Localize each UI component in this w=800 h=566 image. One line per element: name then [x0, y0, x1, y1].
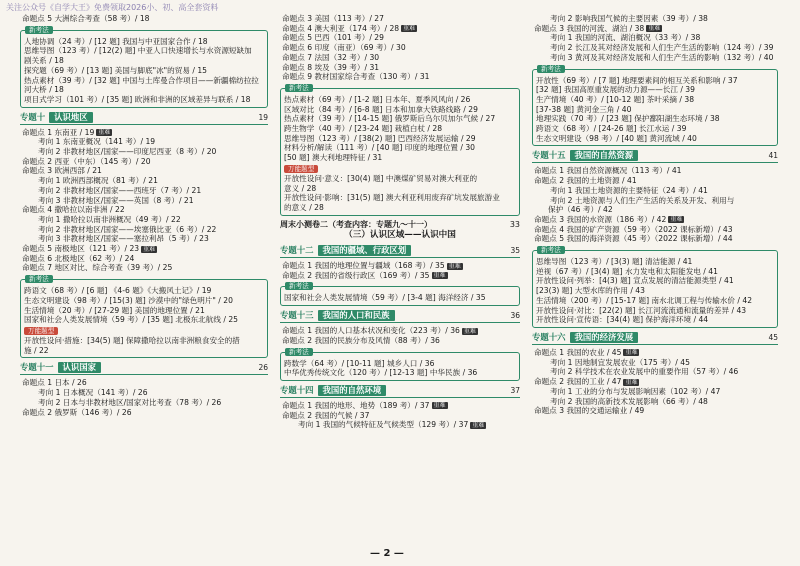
toc-line-text: 命题点 5 巴西（101 考）/ 29: [282, 33, 384, 43]
exam-direction-item[interactable]: [20, 186, 268, 196]
proposition-point-item[interactable]: [532, 24, 778, 34]
topic-title: 我国的自然环境: [318, 385, 387, 396]
toc-column-2: [280, 14, 520, 544]
toc-line-text: 考向 3 黄河及其对经济发展和人们生产生活的影响（132 考）/ 40: [550, 52, 774, 62]
topic-heading[interactable]: [280, 385, 520, 398]
toc-column-3: [532, 14, 778, 544]
key-point-badge: 重难: [625, 349, 638, 357]
toc-line-text: 项目式学习（101 考）/ [35 题] 欧洲和非洲的区域差异与联系 / 18: [24, 94, 251, 104]
exam-direction-item[interactable]: [532, 387, 778, 397]
proposition-point-item[interactable]: [280, 271, 520, 281]
toc-line[interactable]: [284, 174, 516, 184]
key-point-badge: 重难: [670, 216, 683, 224]
toc-line-text: 考向 1 欧洲西部概况（81 考）/ 21: [38, 176, 158, 186]
toc-line-text: 考向 2 科学技术在农业发展中的重要作用（57 考）/ 46: [550, 367, 739, 377]
proposition-point-item[interactable]: [20, 128, 268, 138]
toc-line[interactable]: [284, 124, 516, 134]
key-point-badge: 重难: [433, 272, 446, 280]
toc-line[interactable]: [24, 85, 264, 95]
toc-line-text: 考向 1 我国的气候特征及气候类型（129 考）/ 37: [298, 420, 469, 430]
toc-line-text: 热点素材（39 考）/ [32 题] 中国与土库曼合作项目——新疆棉纺拉拉: [24, 75, 259, 85]
toc-line-text: 逆视（67 考）/ [3(4) 题] 水力发电和太阳能发电 / 41: [536, 266, 718, 276]
topic-label: 专题十: [20, 111, 46, 122]
topic-title: 我国的经济发展: [570, 332, 639, 343]
topic-title: 认识地区: [49, 112, 93, 123]
toc-line-text: [32 题] 我国高原重发展的动力源——长江 / 39: [536, 85, 695, 95]
topic-heading[interactable]: [532, 150, 778, 163]
toc-line[interactable]: [24, 315, 264, 325]
topic-heading[interactable]: [532, 332, 778, 345]
new-method-label: 新考法: [25, 26, 53, 34]
topic-label: 专题十四: [280, 384, 314, 395]
proposition-point-item[interactable]: [20, 157, 268, 167]
new-method-label: 新考法: [285, 282, 313, 290]
toc-line[interactable]: [536, 306, 774, 316]
proposition-point-item[interactable]: [20, 378, 268, 388]
toc-line-text: 开放性设问·措施：[34(5) 题] 保障撒哈拉以南非洲粮食安全的措: [24, 335, 240, 345]
toc-line[interactable]: [284, 193, 516, 203]
toc-line-text: 命题点 2 我国的土地资源 / 41: [534, 176, 637, 186]
exam-direction-item[interactable]: [532, 196, 778, 206]
proposition-point-item[interactable]: [20, 244, 268, 254]
toc-line-text: 生产情境（40 考）/ [10-12 题] 茶叶采摘 / 38: [536, 94, 695, 104]
toc-line[interactable]: [24, 46, 264, 56]
toc-line[interactable]: [284, 95, 516, 105]
toc-line-text: 命题点 9 教材国家综合考查（130 考）/ 31: [282, 72, 430, 82]
exam-direction-item[interactable]: [20, 137, 268, 147]
topic-title: 我国的自然资源: [570, 150, 639, 161]
toc-line[interactable]: [536, 296, 774, 306]
toc-line-text: 跨数学（64 考）/ [10-11 题] 城乡人口 / 36: [284, 358, 435, 368]
toc-line-text: 区域对比（84 考）/ [6-8 题] 日本和加拿大铁路线路 / 29: [284, 104, 478, 114]
proposition-point-item[interactable]: [280, 326, 520, 336]
proposition-point-item[interactable]: [532, 166, 778, 176]
topic-label: 专题十二: [280, 245, 314, 256]
new-method-box: [280, 347, 520, 381]
toc-line-text: 思维导图（123 考）/ [38(2) 题] 巴西经济发展运输 / 29: [284, 133, 476, 143]
proposition-point-item[interactable]: [280, 401, 520, 411]
toc-line-text: 命题点 2 我国的民族分布及风情（88 考）/ 36: [282, 335, 440, 345]
toc-line-text: 命题点 4 澳大利亚（174 考）/ 28: [282, 23, 400, 33]
toc-line-text: 考向 1 我国土地资源的主要特征（24 考）/ 41: [550, 185, 708, 195]
toc-line-text: 热点素材（69 考）/ [1-2 题] 日本年、夏季风风向 / 26: [284, 94, 471, 104]
toc-line[interactable]: [284, 293, 516, 303]
topic-page: 35: [510, 246, 520, 256]
watermark-text: 关注公众号《自学大王》免费领取2026小、初、高全套资料: [6, 3, 219, 12]
topic-page: 37: [510, 385, 520, 395]
proposition-point-item[interactable]: [532, 348, 778, 358]
exam-direction-item[interactable]: [532, 14, 778, 24]
topic-page: 36: [510, 311, 520, 321]
toc-line-text: 跨语文（68 考）/ [6 题] 《4-6 题》《大搬风土记》/ 19: [24, 286, 212, 296]
quiz-page: 33: [509, 219, 520, 229]
proposition-point-item[interactable]: [20, 263, 268, 273]
toc-line-text: 考向 3 非教材地区/国家——英国（8 考）/ 21: [38, 195, 194, 205]
toc-line-text: 考向 2 长江及其对经济发展和人们生产生活的影响（124 考）/ 39: [550, 43, 774, 53]
toc-line-text: 生活情境（20 考）/ [27-29 题] 美国的地理位置 / 21: [24, 305, 205, 315]
topic-title: 我国的疆域、行政区划: [318, 245, 412, 256]
toc-line-text: 考向 1 我国的河流、湖泊概况（33 考）/ 38: [550, 33, 701, 43]
toc-line-text: 地理实践（70 考）/ [23 题] 保护鄱阳湖生态环境 / 38: [536, 114, 720, 124]
toc-line-text: 国家和社会人类发展情境（59 考）/ [3-4 题] 海洋经济 / 35: [284, 293, 486, 303]
key-point-badge: 重难: [433, 402, 446, 410]
topic-label: 专题十三: [280, 310, 314, 321]
exam-direction-item[interactable]: [20, 196, 268, 206]
toc-line-text: 命题点 1 我国的地形、地势（189 考）/ 37: [282, 400, 430, 410]
toc-line-text: 考向 1 工业的分布与发展影响因素（102 考）/ 47: [550, 386, 721, 396]
toc-line-text: 考向 2 土地资源与人们生产生活的关系及开发、利用与: [550, 195, 735, 205]
toc-line-text: 考向 2 非教材地区/国家——西班牙（7 考）/ 21: [38, 185, 202, 195]
toc-line-text: 命题点 8 埃及（39 考）/ 31: [282, 62, 380, 72]
new-method-box: [532, 246, 778, 328]
key-point-badge: 重难: [625, 378, 638, 386]
exam-direction-item[interactable]: [20, 147, 268, 157]
proposition-point-item[interactable]: [20, 254, 268, 264]
toc-line[interactable]: [284, 359, 516, 369]
exam-direction-item[interactable]: [280, 420, 520, 430]
proposition-point-item[interactable]: [280, 43, 520, 53]
toc-line-text: 命题点 2 俄罗斯（146 考）/ 26: [22, 407, 132, 417]
toc-line-text: 生态文明建设（98 考）/ [40 题] 黄河流域 / 40: [536, 133, 697, 143]
key-point-badge: 重难: [648, 25, 661, 33]
toc-line[interactable]: [536, 95, 774, 105]
exam-direction-item[interactable]: [20, 388, 268, 398]
proposition-point-item[interactable]: [20, 166, 268, 176]
toc-line-text: 保护（46 考）/ 42: [548, 205, 613, 215]
proposition-point-item[interactable]: [532, 406, 778, 416]
toc-line-text: 开放性设问·影响：[31(5) 题] 澳大利亚利用废弃矿坑发展旅游业: [284, 193, 500, 203]
proposition-point-item[interactable]: [532, 215, 778, 225]
exam-direction-item[interactable]: [532, 367, 778, 377]
topic-page: 26: [258, 363, 268, 373]
page-number: — 2 —: [370, 548, 404, 559]
toc-line-text: [50 题] 澳大利地理特征 / 31: [284, 153, 383, 163]
toc-line-text: 施 / 22: [24, 345, 49, 355]
toc-line-text: 命题点 7 地区对比、综合考查（39 考）/ 25: [22, 263, 173, 273]
toc-line-text: 考向 1 撒哈拉以南非洲概况（49 考）/ 22: [38, 214, 181, 224]
toc-line-text: 命题点 3 我国的交通运输业 / 49: [534, 406, 645, 416]
proposition-point-item[interactable]: [532, 176, 778, 186]
toc-line-text: 生态文明建设（98 考）/ [15(3) 题] 沙漠中的"绿色明片" / 20: [24, 295, 233, 305]
proposition-point-item[interactable]: [280, 336, 520, 346]
toc-line[interactable]: [536, 276, 774, 286]
toc-line[interactable]: [536, 114, 774, 124]
toc-line-text: 命题点 3 我国的水资源（186 考）/ 42: [534, 214, 667, 224]
proposition-point-item[interactable]: [280, 72, 520, 82]
toc-line[interactable]: [536, 134, 774, 144]
topic-heading[interactable]: [280, 310, 520, 323]
toc-line[interactable]: [536, 315, 774, 325]
key-point-badge: 重难: [472, 421, 485, 429]
exam-direction-item[interactable]: [20, 398, 268, 408]
exam-direction-item[interactable]: [532, 53, 778, 63]
toc-column-1: [20, 14, 268, 544]
toc-line[interactable]: [24, 286, 264, 296]
toc-line[interactable]: [536, 76, 774, 86]
toc-line-text: 考向 2 非教材地区/国家——埃塞俄比亚（6 考）/ 22: [38, 224, 217, 234]
proposition-point-item[interactable]: [280, 33, 520, 43]
exam-direction-item[interactable]: [20, 215, 268, 225]
new-method-label: 新考法: [25, 275, 53, 283]
toc-line-text: 命题点 3 我国的河流、湖泊 / 38: [534, 23, 645, 33]
quiz-title: 周末小测卷二（考查内容：专题九～十一）: [280, 219, 432, 229]
weekend-quiz-heading[interactable]: [280, 220, 520, 230]
toc-line[interactable]: [284, 368, 516, 378]
toc-line[interactable]: [284, 184, 516, 194]
toc-line-text: [23(3) 题] 大型水库的作用 / 43: [536, 286, 645, 296]
new-method-label: 新考法: [285, 348, 313, 356]
new-method-label: 新考法: [537, 65, 565, 73]
exam-direction-item[interactable]: [532, 358, 778, 368]
key-point-badge: 重难: [143, 245, 156, 253]
toc-line-text: 命题点 5 我国的海洋资源（45 考）（2022 课标新增）/ 44: [534, 234, 733, 244]
key-point-badge: 重难: [403, 25, 416, 33]
unit-heading: （三）认识区域——认识中国: [344, 230, 456, 241]
toc-line-text: 河大桥 / 18: [24, 85, 64, 95]
topic-title: 我国的人口和民族: [318, 310, 395, 321]
toc-line-text: 思维导图（123 考）/ [12(2) 题] 中亚人口快速增长与水资源短缺加: [24, 46, 252, 56]
proposition-point-item[interactable]: [280, 14, 520, 24]
new-method-label: 新考法: [285, 84, 313, 92]
exam-direction-item[interactable]: [20, 225, 268, 235]
toc-line-text: 命题点 1 日本 / 26: [22, 378, 87, 388]
new-method-box: [280, 282, 520, 306]
topic-heading[interactable]: [20, 112, 268, 125]
toc-line[interactable]: [536, 267, 774, 277]
toc-line-text: 命题点 7 法国（32 考）/ 30: [282, 52, 380, 62]
proposition-point-item[interactable]: [532, 377, 778, 387]
proposition-point-item[interactable]: [532, 234, 778, 244]
toc-line[interactable]: [284, 134, 516, 144]
exam-direction-item[interactable]: [20, 234, 268, 244]
exam-direction-item[interactable]: [20, 176, 268, 186]
toc-line-text: 开放性设问·宣传语：[34(4) 题] 保护海洋环境 / 44: [536, 315, 709, 325]
toc-line-text: 考向 2 我国的高新技术发展影响（66 考）/ 48: [550, 396, 708, 406]
proposition-point-item[interactable]: [532, 225, 778, 235]
toc-line-text: 命题点 1 我国的农业 / 45: [534, 347, 622, 357]
exam-direction-item[interactable]: [532, 33, 778, 43]
toc-line-text: 命题点 5 大洲综合考查（58 考）/ 18: [22, 14, 150, 23]
proposition-point-item[interactable]: [280, 24, 520, 34]
toc-line-text: 命题点 2 西亚（中东）（145 考）/ 20: [22, 156, 151, 166]
key-point-badge: 重难: [463, 327, 476, 335]
exam-direction-item[interactable]: [532, 397, 778, 407]
toc-line-text: 开放性（69 考）/ [7 题] 地理要素间的相互关系和影响 / 37: [536, 75, 738, 85]
universal-type-label: 万能题型: [284, 165, 318, 173]
toc-line-text: 考向 1 日本概况（141 考）/ 26: [38, 388, 148, 398]
toc-line[interactable]: [24, 306, 264, 316]
new-method-box: [20, 25, 268, 108]
toc-line[interactable]: [24, 37, 264, 47]
toc-line[interactable]: [536, 286, 774, 296]
toc-line[interactable]: [24, 336, 264, 346]
toc-line[interactable]: [284, 114, 516, 124]
proposition-point-item[interactable]: [280, 411, 520, 421]
topic-label: 专题十一: [20, 362, 54, 373]
toc-line-text: 考向 3 非教材地区/国家——塞拉利昂（5 考）/ 23: [38, 234, 209, 244]
topic-heading[interactable]: [280, 245, 520, 258]
proposition-point-item[interactable]: [20, 408, 268, 418]
toc-line[interactable]: [284, 105, 516, 115]
toc-line-text: 命题点 1 东南亚 / 19: [22, 127, 95, 137]
toc-line-text: 命题点 2 我国的省级行政区（169 考）/ 35: [282, 270, 430, 280]
toc-line-text: 开放性设问·对比：[22(2) 题] 长江河流流通和流量的差异 / 43: [536, 305, 747, 315]
toc-line-text: 中华优秀传统文化（120 考）/ [12-13 题] 中华民族 / 36: [284, 368, 478, 378]
proposition-point-item[interactable]: [280, 261, 520, 271]
toc-line[interactable]: [24, 346, 264, 356]
toc-line-text: [37-38 题] 黄河金三角 / 40: [536, 104, 632, 114]
toc-line-text: 命题点 4 我国的矿产资源（59 考）（2022 课标新增）/ 43: [534, 224, 733, 234]
key-point-badge: 重难: [448, 262, 461, 270]
toc-line-text: 生活情境（200 考）/ [15-17 题] 南水北调工程与传输水价 / 42: [536, 295, 753, 305]
toc-line[interactable]: [284, 203, 516, 213]
toc-line[interactable]: [536, 105, 774, 115]
topic-label: 专题十五: [532, 150, 566, 161]
toc-line-text: 命题点 2 我国的气候 / 37: [282, 410, 370, 420]
new-method-box: [280, 83, 520, 216]
proposition-point-item[interactable]: [280, 63, 520, 73]
toc-line-text: 国家和社会人类发展情境（59 考）/ [35 题] 北极东北航线 / 25: [24, 315, 238, 325]
universal-type-label: 万能题型: [24, 327, 58, 335]
toc-line-text: 开放性设问·列举：[4(3) 题] 宣点发展的清洁能源类型 / 41: [536, 276, 734, 286]
toc-line-text: 命题点 5 南极地区（121 考）/ 23: [22, 244, 140, 254]
toc-line-text: 命题点 2 我国的工业 / 47: [534, 377, 622, 387]
toc-line[interactable]: [24, 56, 264, 66]
toc-line[interactable]: [284, 143, 516, 153]
topic-page: 45: [768, 332, 778, 342]
topic-title: 认识国家: [58, 362, 102, 373]
toc-line-text: 跨语文（68 考）/ [24-26 题] 长江水运 / 39: [536, 124, 687, 134]
toc-line-text: 考向 1 东南亚概况（141 考）/ 19: [38, 137, 156, 147]
toc-line-text: 探究题（69 考）/ [13 题] 美国与脚底"冰"的贸易 / 15: [24, 65, 207, 75]
toc-line-text: 命题点 3 美国（113 考）/ 27: [282, 14, 384, 23]
toc-line-text: 命题点 1 我国的人口基本状况和变化（223 考）/ 36: [282, 326, 460, 336]
topic-page: 41: [768, 151, 778, 161]
new-method-box: [532, 64, 778, 147]
exam-direction-item[interactable]: [532, 43, 778, 53]
toc-line-text: 开放性设问·意义：[30(4) 题] 中澳煤矿贸易对澳大利亚的: [284, 173, 478, 183]
toc-line-text: 意义 / 28: [284, 183, 317, 193]
toc-line-text: 命题点 6 印度（南亚）（69 考）/ 30: [282, 43, 406, 53]
topic-heading[interactable]: [20, 362, 268, 375]
toc-line-text: 命题点 1 我国自然资源概况（113 考）/ 41: [534, 166, 682, 176]
toc-line[interactable]: [536, 85, 774, 95]
proposition-point-item[interactable]: [20, 205, 268, 215]
toc-line-text: 命题点 1 我国的地理位置与疆域（168 考）/ 35: [282, 261, 445, 271]
toc-line-text: 人地协调（24 考）/ [12 题] 我国与中亚国家合作 / 18: [24, 36, 208, 46]
exam-direction-item[interactable]: [532, 186, 778, 196]
toc-line-text: 考向 2 影响我国气候的主要因素（39 考）/ 38: [550, 14, 708, 23]
toc-line-text: 材料分析/解读（111 考）/ [40 题] 印度的地理位置 / 30: [284, 143, 475, 153]
proposition-point-item[interactable]: [280, 53, 520, 63]
topic-label: 专题十六: [532, 331, 566, 342]
topic-page: 19: [258, 112, 268, 122]
toc-line-text: 命题点 4 撒哈拉以南非洲 / 22: [22, 205, 125, 215]
toc-line[interactable]: [24, 296, 264, 306]
toc-line-text: 跨生物学（40 考）/ [23-24 题] 栽植白杖 / 28: [284, 124, 443, 134]
proposition-point-item[interactable]: [20, 14, 268, 24]
toc-line[interactable]: [24, 95, 264, 105]
toc-line[interactable]: [536, 257, 774, 267]
toc-line-text: 思维导图（123 考）/ [3(3) 题] 清洁能源 / 41: [536, 257, 693, 267]
toc-line[interactable]: [24, 66, 264, 76]
toc-line-text: 考向 1 因地制宜发展农业（175 考）/ 45: [550, 357, 690, 367]
toc-line[interactable]: [532, 205, 778, 215]
toc-line-text: 考向 2 非教材地区/国家——印度尼西亚（8 考）/ 20: [38, 147, 217, 157]
toc-line-text: 命题点 3 欧洲西部 / 21: [22, 166, 102, 176]
toc-line-text: 的意义 / 28: [284, 202, 324, 212]
new-method-box: [20, 275, 268, 358]
toc-line-text: 考向 2 日本与非教材地区/国家对比考查（78 考）/ 26: [38, 397, 222, 407]
toc-line-text: 命题点 6 北极地区（62 考）/ 24: [22, 253, 135, 263]
key-point-badge: 重难: [98, 129, 111, 137]
toc-line-text: 热点素材（39 考）/ [14-15 题] 俄罗斯后乌尔贝加尔气候 / 27: [284, 114, 496, 124]
toc-line[interactable]: [24, 76, 264, 86]
toc-line[interactable]: [284, 153, 516, 163]
toc-line[interactable]: [536, 124, 774, 134]
new-method-label: 新考法: [537, 246, 565, 254]
toc-line-text: 剧关系 / 18: [24, 56, 64, 66]
